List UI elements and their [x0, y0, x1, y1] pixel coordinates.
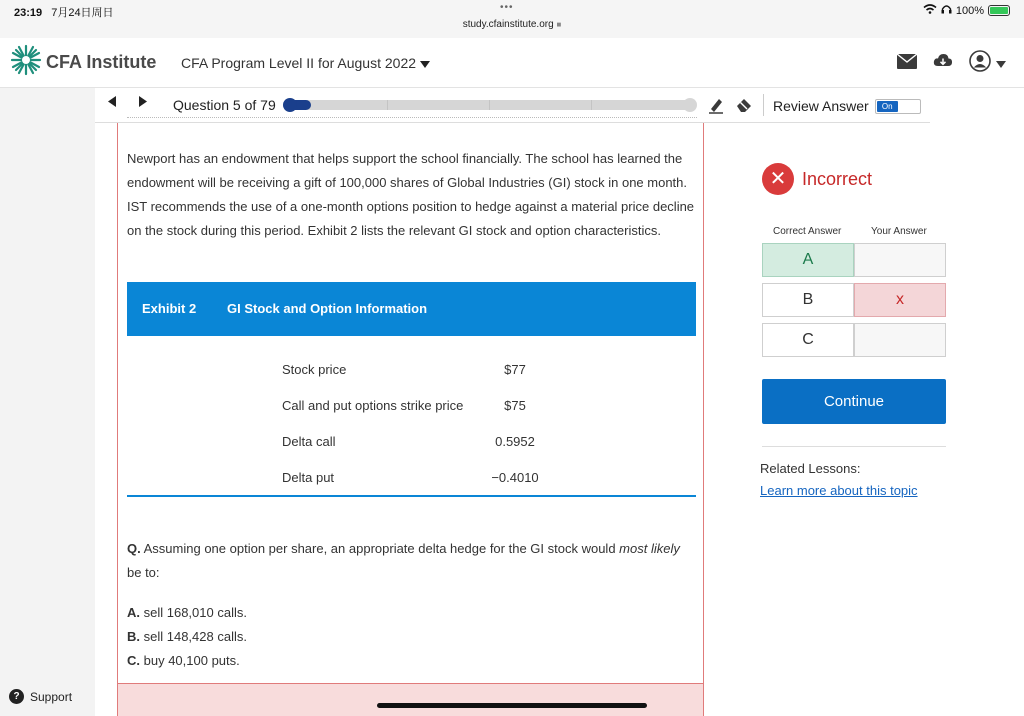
exhibit-row-label: Stock price — [282, 362, 347, 377]
question-stem — [127, 537, 697, 585]
your-cell-a — [854, 243, 946, 277]
lock-icon: ■ — [556, 20, 562, 29]
option-letter: A. — [127, 605, 140, 620]
correct-cell-c: C — [762, 323, 854, 357]
exhibit-row-value: −0.4010 — [491, 470, 539, 485]
time-text: 23:19 — [14, 7, 43, 19]
exhibit-number: Exhibit 2 — [142, 301, 197, 316]
user-menu[interactable] — [969, 50, 1006, 77]
exhibit-row-value: $75 — [504, 398, 526, 413]
result-label: Incorrect — [802, 168, 873, 189]
review-answer-label: Review Answer — [773, 98, 869, 114]
mail-icon[interactable] — [897, 54, 917, 74]
continue-button[interactable]: Continue — [762, 379, 946, 424]
highlighter-icon[interactable] — [707, 96, 725, 119]
option-letter: B. — [127, 629, 140, 644]
exhibit-row-label: Delta call — [282, 434, 336, 449]
question-text: Assuming one option per share, an appropriate delta hedge for the GI stock would — [143, 541, 616, 556]
battery-fill — [990, 7, 1008, 14]
cfa-globe-icon — [10, 44, 42, 81]
progress-start-knob — [283, 98, 297, 112]
question-panel — [117, 123, 704, 716]
url-text: study.cfainstitute.org — [462, 19, 554, 30]
exhibit-header — [127, 282, 696, 336]
exhibit-row-value: 0.5952 — [495, 434, 535, 449]
your-answer-header: Your Answer — [871, 226, 927, 237]
date-text: 7月24日周日 — [51, 7, 114, 19]
option-text: sell 168,010 calls. — [143, 605, 247, 620]
incorrect-icon: ✕ — [762, 163, 794, 195]
support-label: Support — [30, 689, 73, 704]
question-text-end: be to: — [127, 565, 160, 580]
exhibit-bottom-rule — [127, 495, 696, 497]
progress-end-knob — [683, 98, 697, 112]
question-progress-bar[interactable] — [285, 100, 695, 110]
support-button[interactable] — [9, 689, 72, 704]
your-cell-c — [854, 323, 946, 357]
answer-option-c[interactable] — [127, 653, 240, 668]
help-icon: ? — [9, 689, 24, 704]
annotation-tools — [707, 96, 753, 119]
battery-percent: 100% — [955, 4, 984, 17]
progress-tick — [591, 100, 592, 110]
question-emphasis: most — [619, 541, 648, 556]
scroll-cutoff-edge — [127, 117, 697, 119]
answer-option-a[interactable] — [127, 605, 247, 620]
question-counter: Question 5 of 79 — [173, 97, 276, 113]
correct-answer-header: Correct Answer — [773, 226, 842, 237]
status-right — [923, 4, 1010, 17]
exhibit-title: GI Stock and Option Information — [227, 301, 428, 316]
prev-question-icon[interactable] — [108, 96, 116, 110]
status-bar — [0, 0, 1024, 38]
cloud-download-icon[interactable] — [933, 53, 953, 74]
progress-tick — [387, 100, 388, 110]
feedback-box — [118, 683, 703, 716]
option-text: sell 148,428 calls. — [143, 629, 247, 644]
brand-logo[interactable] — [10, 44, 156, 81]
exhibit-row-label: Call and put options strike price — [282, 398, 464, 413]
toggle-on-label: On — [877, 101, 898, 112]
toolbar-divider — [763, 94, 764, 116]
learn-more-link[interactable]: Learn more about this topic — [760, 483, 918, 498]
exhibit-row-value: $77 — [504, 362, 526, 377]
answer-option-b[interactable] — [127, 629, 247, 644]
caret-down-icon — [420, 55, 430, 71]
chevron-down-icon — [996, 55, 1006, 73]
option-letter: C. — [127, 653, 140, 668]
related-lessons-label: Related Lessons: — [760, 461, 861, 476]
site-header — [0, 38, 1024, 88]
wifi-icon — [923, 4, 937, 17]
correct-cell-b: B — [762, 283, 854, 317]
result-status — [762, 163, 872, 195]
question-emphasis: likely — [650, 541, 680, 556]
tab-overflow-dots[interactable]: ••• — [500, 2, 514, 13]
brand-name: CFA Institute — [46, 52, 157, 72]
right-panel-divider — [762, 446, 946, 447]
home-indicator[interactable] — [377, 703, 647, 708]
program-selector[interactable] — [181, 55, 430, 71]
left-margin — [0, 88, 95, 716]
user-icon — [969, 50, 991, 77]
status-time — [14, 4, 114, 20]
url-bar[interactable] — [0, 19, 1024, 30]
your-cell-b: x — [854, 283, 946, 317]
option-text: buy 40,100 puts. — [143, 653, 240, 668]
header-actions — [897, 50, 1006, 77]
correct-cell-a: A — [762, 243, 854, 277]
battery-icon — [988, 5, 1010, 16]
question-prefix: Q. — [127, 541, 141, 556]
next-question-icon[interactable] — [139, 96, 147, 110]
program-label: CFA Program Level II for August 2022 — [181, 55, 417, 71]
passage-text: Newport has an endowment that helps support the school financially. The school has learned the endowment will be receiving a gift of 100,000 shares of Global Industries (GI) stock in one month. IST recommends the use of a one-month options position to hedge against a material price decline on the stock during this period. Exhibit 2 lists the relevant GI stock and option characteristics. — [127, 151, 695, 238]
headphones-icon — [941, 4, 952, 17]
exhibit-row-label: Delta put — [282, 470, 335, 485]
review-answer-toggle[interactable] — [875, 99, 921, 114]
progress-tick — [489, 100, 490, 110]
eraser-icon[interactable] — [735, 96, 753, 119]
review-answer-toggle-group — [773, 98, 921, 114]
